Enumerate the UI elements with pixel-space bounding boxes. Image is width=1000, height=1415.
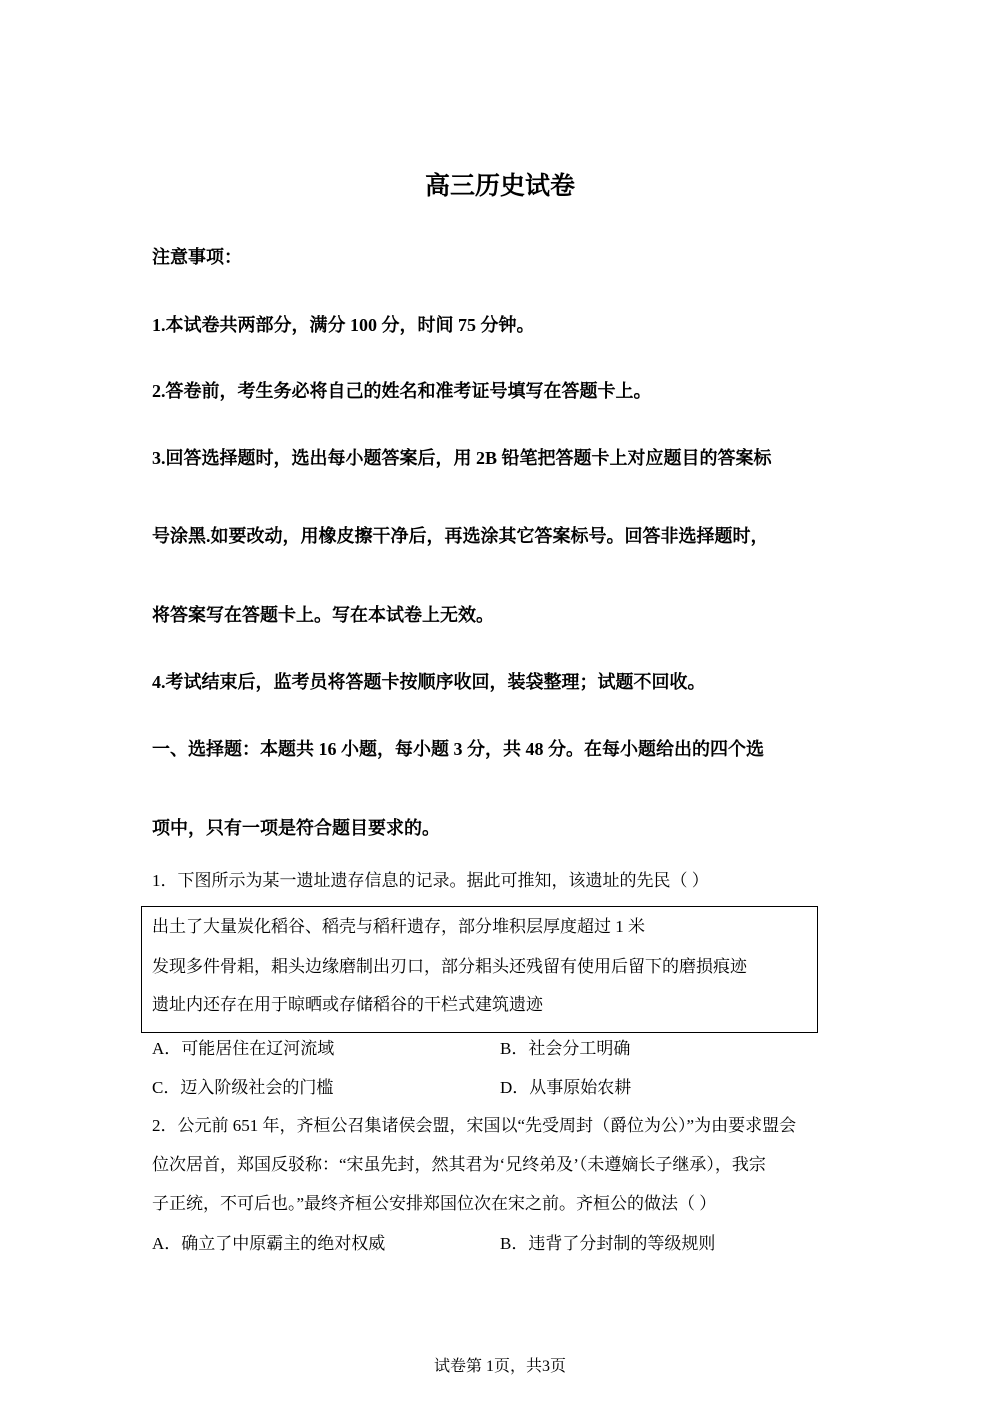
question-1-stem: 1．下图所示为某一遗址遗存信息的记录。据此可推知，该遗址的先民（ ）: [152, 871, 709, 890]
page-footer: 试卷第 1页，共3页: [433, 1358, 566, 1375]
notice-item-2: 2.答卷前，考生务必将自己的姓名和准考证号填写在答题卡上。: [152, 381, 652, 401]
question-1-option-d: D．从事原始农耕: [500, 1078, 632, 1097]
question-1-option-a: A．可能居住在辽河流域: [152, 1039, 335, 1058]
question-2-option-b: B．违背了分封制的等级规则: [500, 1234, 716, 1253]
notice-heading: 注意事项：: [152, 247, 242, 267]
question-2-option-a: A．确立了中原霸主的绝对权威: [152, 1234, 386, 1253]
notice-item-1: 1.本试卷共两部分，满分 100 分，时间 75 分钟。: [152, 315, 535, 335]
info-box-line-2: 发现多件骨耜，耜头边缘磨制出刃口，部分耜头还残留有使用后留下的磨损痕迹: [152, 957, 747, 976]
question-1-option-b: B．社会分工明确: [500, 1039, 631, 1058]
section-heading-line-1: 一、选择题：本题共 16 小题，每小题 3 分，共 48 分。在每小题给出的四个选: [152, 739, 764, 759]
question-1-option-c: C．迈入阶级社会的门槛: [152, 1078, 334, 1097]
question-2-stem-line-1: 2．公元前 651 年，齐桓公召集诸侯会盟，宋国以“先受周封（爵位为公）”为由要求盟会: [152, 1116, 797, 1135]
page-title: 高三历史试卷: [424, 173, 575, 200]
notice-item-4: 4.考试结束后，监考员将答题卡按顺序收回，装袋整理；试题不回收。: [152, 672, 706, 692]
section-heading-line-2: 项中，只有一项是符合题目要求的。: [152, 818, 440, 838]
info-box-line-1: 出土了大量炭化稻谷、稻壳与稻秆遗存，部分堆积层厚度超过 1 米: [152, 917, 645, 936]
notice-item-3-line-1: 3.回答选择题时，选出每小题答案后，用 2B 铅笔把答题卡上对应题目的答案标: [152, 448, 772, 468]
question-2-stem-line-3: 子正统，不可后也。”最终齐桓公安排郑国位次在宋之前。齐桓公的做法（ ）: [152, 1194, 717, 1213]
notice-item-3-line-2: 号涂黑.如要改动，用橡皮擦干净后，再选涂其它答案标号。回答非选择题时，: [152, 526, 769, 546]
info-box-line-3: 遗址内还存在用于晾晒或存储稻谷的干栏式建筑遗迹: [152, 995, 543, 1014]
notice-item-3-line-3: 将答案写在答题卡上。写在本试卷上无效。: [152, 605, 494, 625]
question-2-stem-line-2: 位次居首，郑国反驳称：“宋虽先封，然其君为‘兄终弟及’（未遵嫡长子继承），我宗: [152, 1155, 766, 1174]
